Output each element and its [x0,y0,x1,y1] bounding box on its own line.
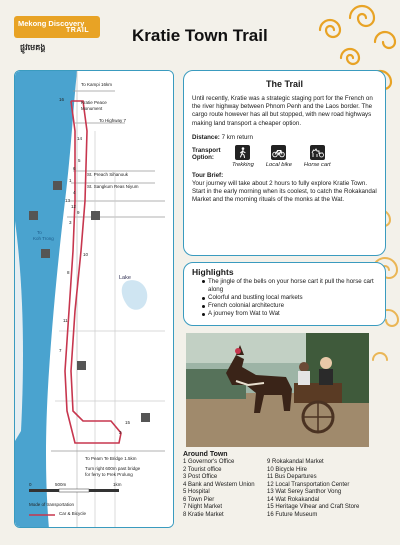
list-item: 11 Bus Departures [267,474,317,481]
around-town [183,451,393,519]
list-item: 9 Rokakandal Market [267,459,324,465]
transport-label-line1: Transport [192,146,221,154]
map-label-monument-line1: Kratie Peace [81,100,107,105]
map-marker-15: 15 [125,420,131,425]
legend-title: Mode of transportation [29,502,75,507]
option-local-bike [266,145,292,168]
bicycle-icon [271,145,286,160]
page-title: Kratie Town Trail [132,26,268,45]
transport-options [192,145,377,168]
list-item: 1 Governor's Office [183,459,235,465]
distance-label: Distance: [192,133,220,141]
list-item: 10 Bicycle Hire [267,466,308,473]
logo-brand-text: Mekong Discovery [18,19,85,28]
option-horse-cart-label: Horse cart [303,161,331,168]
list-item: 4 Bank and Western Union [183,481,255,488]
map-label-peam-line3: for ferry to Prek Prolung [85,472,133,477]
option-trekking [232,145,254,168]
list-item: 13 Wat Serey Santhor Vong [267,489,342,496]
logo-trail-text: TRAIL [66,27,90,34]
map-marker-2: 2 [119,430,122,435]
around-town-columns [183,459,393,519]
map-marker-16: 16 [59,97,65,102]
map-marker-4: 4 [73,190,76,195]
map-marker-1: 1 [69,178,72,183]
walking-icon [235,145,250,160]
trail-intro: Until recently, Kratie was a strategic staging port for the French on the river highway between Phnom Penh and the Laos border. The cargo route however has all but stopped, with new road highways making land transport a cheaper option. [192,95,373,127]
tour-brief-text: Your journey will take about 2 hours to fully explore Kratie Town. Start in the early morning when its coolest, to catch the Rokakandal Market and the morning rituals of the monks at the Wat. [192,179,377,204]
option-horse-cart [304,145,331,168]
map-label-koh-trong-line2: Koh Trong [33,236,54,241]
list-item: 2 Tourist office [183,466,222,473]
map-marker-13: 13 [65,198,71,203]
list-item: 15 Heritage Vihear and Craft Store [267,504,360,511]
horse-cart-photo-drawing [186,333,369,447]
scale-bar [29,489,119,492]
mekong-discovery-logo [14,12,106,58]
option-trekking-label: Trekking [232,161,254,168]
highlight-item: The jingle of the bells on your horse cart it pull the horse cart along [202,278,377,294]
horse-cart-icon [310,145,325,160]
list-item: 14 Wat Rokakandal [267,496,320,503]
transport-label [192,145,232,162]
highlights-list [192,278,377,318]
highlight-item: A journey from Wat to Wat [202,310,377,318]
map-marker-3: 3 [69,220,72,225]
highlights-title: Highlights [192,267,234,277]
highlights-panel [183,262,386,326]
map-marker-12: 12 [71,204,77,209]
map-marker-8: 8 [67,270,70,275]
list-item: 8 Kratie Market [183,511,224,518]
logo-khmer-text: ផ្លូវមេគង្គ [20,43,46,52]
tour-brief-label: Tour Brief: [192,171,224,179]
distance-value: 7 km return [221,133,253,141]
town-map [14,70,174,528]
around-town-left-list [183,459,267,519]
horse-cart-photo [186,333,369,447]
map-label-monument-line2: Monument [81,106,103,111]
map-label-peam-line1: To Peam Te Bridge 1.5km [85,456,137,461]
map-marker-10: 10 [83,252,89,257]
transport-label-line2: Option: [192,154,214,162]
map-marker-14: 14 [77,136,83,141]
map-label-lake: Lake [119,275,131,281]
map-label-preach-sihanouk: St. Preach Sihanouk [87,172,129,177]
transport-option-list [232,145,331,168]
list-item: 3 Post Office [183,474,218,481]
trail-title: The Trail [265,79,303,89]
list-item: 6 Town Pier [183,496,215,503]
map-marker-5: 5 [78,158,81,163]
map-label-sangkum: St. Sangkum Reas Niyum [87,184,139,189]
legend-car-bicycle: Car & Bicycle [59,511,87,516]
trail-panel [183,70,386,256]
map-marker-9: 9 [77,210,80,215]
list-item: 12 Local Transportation Center [267,481,350,488]
scale-label-1km: 1km [113,482,122,487]
map-marker-11: 11 [63,318,68,323]
map-marker-6: 6 [73,166,76,171]
trail-distance [192,134,377,141]
option-local-bike-label: Local bike [265,161,292,168]
around-town-title: Around Town [183,451,228,458]
list-item: 16 Future Museum [267,511,318,518]
around-town-right-list [267,459,359,519]
map-marker-7: 7 [59,348,62,353]
map-label-kampi: To Kampi 16km [81,82,113,87]
list-item: 5 Hospital [183,489,210,496]
scale-label-500m: 500m [55,482,67,487]
scale-label-0: 0 [29,482,32,487]
highlight-item: French colonial architecture [202,302,377,310]
map-label-peam-line2: Turn right 600m past bridge [85,466,141,471]
list-item: 7 Night Market [183,504,223,511]
highlight-item: Colorful and bustling local markets [202,294,377,302]
map-label-highway: To Highway 7 [99,118,127,123]
map-label-koh-trong-line1: To [37,230,42,235]
